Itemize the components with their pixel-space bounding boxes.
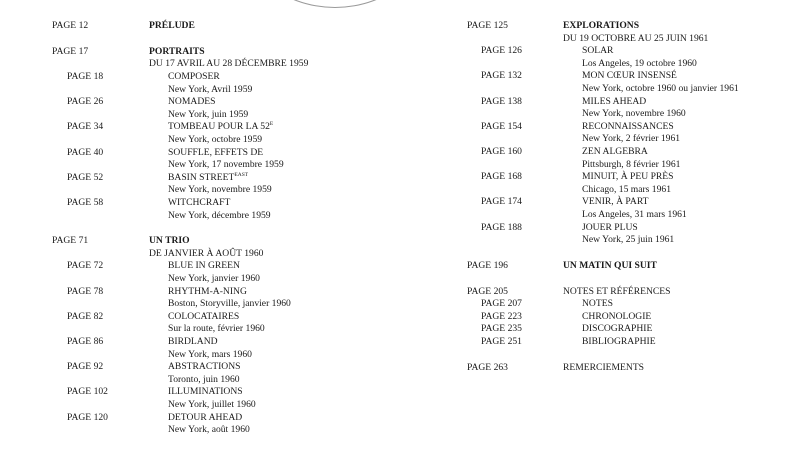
toc-entry-title: RECONNAISSANCES bbox=[582, 120, 674, 132]
toc-page-number: PAGE 86 bbox=[67, 336, 104, 348]
toc-entry bbox=[0, 109, 400, 122]
toc-entry bbox=[415, 298, 800, 311]
toc-entry bbox=[415, 45, 800, 58]
toc-page-number: PAGE 82 bbox=[67, 310, 104, 322]
section-gap bbox=[415, 349, 800, 362]
toc-entry bbox=[415, 159, 800, 172]
toc-left-column bbox=[0, 20, 400, 437]
toc-entry-title: BASIN $STREET^{EAST}$ bbox=[168, 171, 249, 183]
toc-entry bbox=[0, 96, 400, 109]
toc-entry bbox=[0, 273, 400, 286]
toc-entry bbox=[0, 374, 400, 387]
toc-entry-detail: New York, juin 1959 bbox=[168, 108, 249, 120]
toc-right-column bbox=[415, 20, 800, 374]
toc-entry-detail: New York, 17 novembre 1959 bbox=[168, 159, 284, 171]
toc-entry bbox=[415, 108, 800, 121]
toc-entry bbox=[0, 248, 400, 261]
toc-entry bbox=[0, 286, 400, 299]
toc-entry-title: NOMADES bbox=[168, 96, 216, 108]
toc-entry bbox=[415, 133, 800, 146]
toc-entry bbox=[415, 362, 800, 375]
toc-page-number: PAGE 154 bbox=[481, 120, 522, 132]
toc-page-number: PAGE 168 bbox=[481, 171, 522, 183]
toc-page-number: PAGE 132 bbox=[481, 70, 522, 82]
toc-entry bbox=[0, 84, 400, 97]
toc-entry bbox=[415, 323, 800, 336]
toc-entry-title: CHRONOLOGIE bbox=[582, 310, 652, 322]
toc-page-number: PAGE 138 bbox=[481, 95, 522, 107]
toc-entry-title: ILLUMINATIONS bbox=[168, 386, 243, 398]
toc-page-number: PAGE 160 bbox=[481, 145, 522, 157]
toc-entry-detail: New York, novembre 1959 bbox=[168, 184, 272, 196]
toc-entry-title: BIBLIOGRAPHIE bbox=[582, 336, 656, 348]
toc-page-number: PAGE 58 bbox=[67, 196, 104, 208]
toc-entry-title: DISCOGRAPHIE bbox=[582, 323, 653, 335]
toc-entry-detail: New York, janvier 1960 bbox=[168, 273, 260, 285]
toc-entry bbox=[415, 96, 800, 109]
toc-entry bbox=[415, 286, 800, 299]
toc-entry-title: MON CŒUR INSENSÉ bbox=[582, 70, 677, 82]
toc-page-number: PAGE 102 bbox=[67, 386, 108, 398]
toc-entry bbox=[0, 46, 400, 59]
toc-entry-detail: Los Angeles, 19 octobre 1960 bbox=[582, 57, 697, 69]
toc-page-number: PAGE 52 bbox=[67, 171, 104, 183]
toc-entry-detail: New York, novembre 1960 bbox=[582, 108, 686, 120]
toc-entry-title: NOTES ET RÉFÉRENCES bbox=[563, 285, 671, 297]
toc-entry bbox=[0, 323, 400, 336]
toc-page-number: PAGE 12 bbox=[52, 20, 89, 31]
toc-entry-detail: New York, 25 juin 1961 bbox=[582, 234, 675, 246]
toc-entry-title: MILES AHEAD bbox=[582, 95, 647, 107]
toc-entry bbox=[0, 147, 400, 160]
toc-superscript: EAST bbox=[234, 171, 249, 178]
toc-entry bbox=[0, 159, 400, 172]
toc-entry bbox=[415, 70, 800, 83]
toc-page-number: PAGE 188 bbox=[481, 221, 522, 233]
toc-entry bbox=[0, 349, 400, 362]
toc-entry bbox=[415, 336, 800, 349]
toc-entry-title: PORTRAITS bbox=[149, 45, 205, 57]
toc-page-number: PAGE 17 bbox=[52, 45, 89, 57]
section-gap bbox=[415, 247, 800, 260]
toc-entry-title: SOUFFLE, EFFETS DE bbox=[168, 146, 264, 158]
toc-page-number: PAGE 34 bbox=[67, 121, 104, 133]
toc-page-number: PAGE 205 bbox=[467, 285, 508, 297]
toc-page-number: PAGE 78 bbox=[67, 285, 104, 297]
toc-entry bbox=[0, 399, 400, 412]
toc-page-number: PAGE 251 bbox=[481, 336, 522, 348]
toc-page-number: PAGE 72 bbox=[67, 260, 104, 272]
toc-entry-title: UN MATIN QUI SUIT bbox=[563, 259, 657, 271]
toc-date-range: DU 17 AVRIL AU 28 DÉCEMBRE 1959 bbox=[149, 58, 309, 70]
toc-page-number: PAGE 125 bbox=[467, 20, 508, 31]
toc-entry bbox=[0, 424, 400, 437]
toc-entry-title: PRÉLUDE bbox=[149, 20, 195, 31]
circle-arc-decoration bbox=[235, 0, 435, 8]
toc-page-number: PAGE 207 bbox=[481, 298, 522, 310]
toc-entry-detail: Boston, Storyville, janvier 1960 bbox=[168, 298, 291, 310]
toc-entry bbox=[0, 298, 400, 311]
toc-page-number: PAGE 263 bbox=[467, 361, 508, 373]
toc-entry bbox=[415, 121, 800, 134]
toc-entry-title: JOUER PLUS bbox=[582, 221, 638, 233]
toc-entry bbox=[415, 196, 800, 209]
toc-page-number: PAGE 235 bbox=[481, 323, 522, 335]
section-gap bbox=[0, 222, 400, 235]
toc-entry-detail: New York, mars 1960 bbox=[168, 348, 252, 360]
toc-entry bbox=[0, 386, 400, 399]
toc-entry bbox=[0, 71, 400, 84]
toc-superscript: E bbox=[269, 121, 274, 128]
toc-entry bbox=[0, 184, 400, 197]
toc-entry bbox=[415, 146, 800, 159]
toc-page-number: PAGE 196 bbox=[467, 259, 508, 271]
toc-entry bbox=[0, 361, 400, 374]
toc-entry-title: EXPLORATIONS bbox=[563, 20, 640, 31]
toc-entry-title: REMERCIEMENTS bbox=[563, 361, 645, 373]
toc-entry-detail: New York, octobre 1960 ou janvier 1961 bbox=[582, 82, 739, 94]
toc-date-range: DE JANVIER À AOÛT 1960 bbox=[149, 247, 264, 259]
toc-entry-detail: New York, juillet 1960 bbox=[168, 399, 256, 410]
toc-page-number: PAGE 126 bbox=[481, 45, 522, 57]
toc-page-number: PAGE 223 bbox=[481, 310, 522, 322]
toc-entry-detail: Los Angeles, 31 mars 1961 bbox=[582, 208, 687, 220]
toc-entry bbox=[0, 20, 400, 33]
toc-entry bbox=[415, 234, 800, 247]
toc-page-number: PAGE 18 bbox=[67, 70, 104, 82]
toc-entry-title: ZEN ALGEBRA bbox=[582, 145, 648, 157]
toc-entry-title: WITCHCRAFT bbox=[168, 196, 231, 208]
toc-entry bbox=[415, 184, 800, 197]
toc-entry bbox=[415, 33, 800, 46]
section-gap bbox=[0, 33, 400, 46]
toc-entry-detail: Chicago, 15 mars 1961 bbox=[582, 183, 671, 195]
toc-entry-detail: New York, Avril 1959 bbox=[168, 83, 253, 95]
toc-entry bbox=[415, 171, 800, 184]
toc-entry-title: MINUIT, À PEU PRÈS bbox=[582, 171, 674, 183]
toc-entry-title: VENIR, À PART bbox=[582, 196, 649, 208]
toc-entry-title: DETOUR AHEAD bbox=[168, 411, 243, 423]
toc-page-number: PAGE 40 bbox=[67, 146, 104, 158]
toc-entry-detail: Toronto, juin 1960 bbox=[168, 373, 240, 385]
toc-entry-title: RHYTHM-A-NING bbox=[168, 285, 247, 297]
toc-entry-title: BIRDLAND bbox=[168, 336, 218, 348]
toc-entry bbox=[0, 197, 400, 210]
section-gap bbox=[415, 272, 800, 285]
toc-entry bbox=[415, 209, 800, 222]
toc-entry bbox=[0, 58, 400, 71]
toc-entry-title: UN TRIO bbox=[149, 235, 190, 247]
toc-entry-title: SOLAR bbox=[582, 45, 614, 57]
toc-entry bbox=[0, 412, 400, 425]
toc-entry-detail: Pittsburgh, 8 février 1961 bbox=[582, 158, 681, 170]
toc-entry bbox=[0, 121, 400, 134]
toc-entry-detail: New York, décembre 1959 bbox=[168, 209, 271, 221]
toc-page-number: PAGE 26 bbox=[67, 96, 104, 108]
toc-page-number: PAGE 71 bbox=[52, 235, 89, 247]
toc-entry bbox=[0, 134, 400, 147]
toc-page-number: PAGE 120 bbox=[67, 411, 108, 423]
toc-entry bbox=[0, 210, 400, 223]
toc-entry bbox=[415, 311, 800, 324]
toc-entry bbox=[415, 83, 800, 96]
toc-entry-detail: New York, 2 février 1961 bbox=[582, 133, 681, 145]
toc-entry bbox=[0, 235, 400, 248]
toc-date-range: DU 19 OCTOBRE AU 25 JUIN 1961 bbox=[563, 32, 709, 44]
toc-entry-title: TOMBEAU POUR LA $52^E$ bbox=[168, 121, 274, 133]
toc-page-number: PAGE 174 bbox=[481, 196, 522, 208]
toc-entry bbox=[0, 311, 400, 324]
toc-entry bbox=[415, 260, 800, 273]
toc-entry bbox=[415, 58, 800, 71]
toc-entry-title: COMPOSER bbox=[168, 70, 220, 82]
toc-page-number: PAGE 92 bbox=[67, 361, 104, 373]
toc-entry bbox=[0, 336, 400, 349]
toc-entry-title: NOTES bbox=[582, 298, 613, 310]
toc-entry-detail: New York, août 1960 bbox=[168, 424, 250, 436]
toc-entry-title: BLUE IN GREEN bbox=[168, 260, 240, 272]
toc-entry bbox=[0, 172, 400, 185]
toc-entry-detail: Sur la route, février 1960 bbox=[168, 323, 265, 335]
toc-entry-title: ABSTRACTIONS bbox=[168, 361, 241, 373]
toc-entry-title: COLOCATAIRES bbox=[168, 310, 240, 322]
toc-entry bbox=[0, 260, 400, 273]
toc-entry bbox=[415, 20, 800, 33]
toc-entry bbox=[415, 222, 800, 235]
toc-entry-detail: New York, octobre 1959 bbox=[168, 133, 263, 145]
